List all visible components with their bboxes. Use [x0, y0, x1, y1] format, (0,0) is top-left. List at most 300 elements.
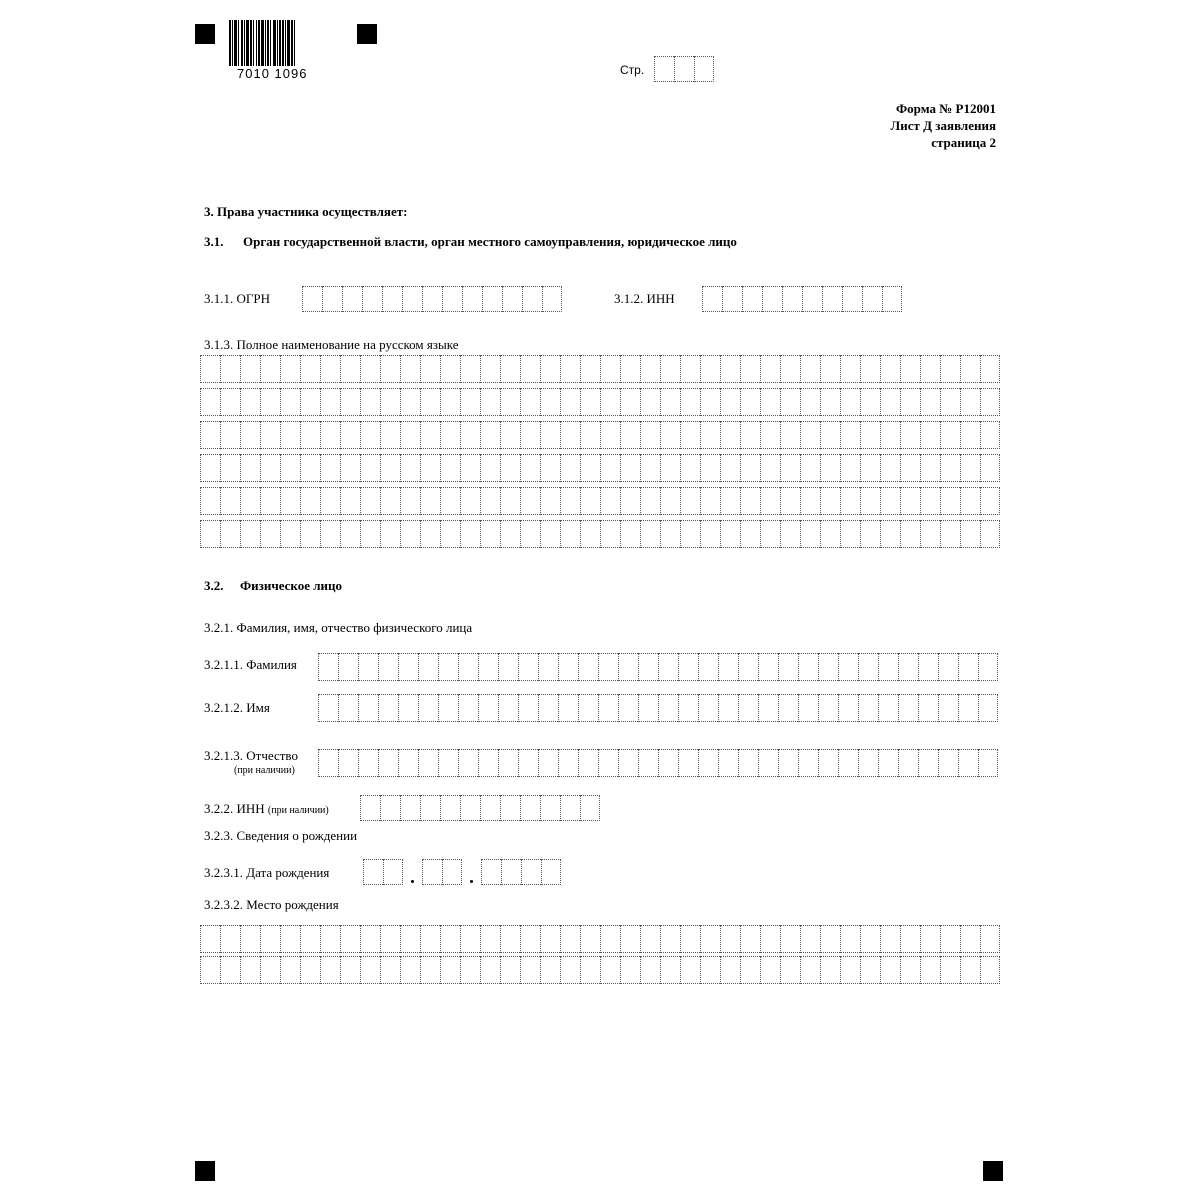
- input-cell[interactable]: [778, 694, 798, 722]
- input-cell[interactable]: [722, 286, 742, 312]
- input-cell[interactable]: [240, 421, 260, 449]
- input-cell[interactable]: [420, 454, 440, 482]
- input-cell[interactable]: [918, 694, 938, 722]
- input-cell[interactable]: [980, 956, 1000, 984]
- input-cell[interactable]: [600, 421, 620, 449]
- input-cell[interactable]: [860, 925, 880, 953]
- input-cell[interactable]: [558, 653, 578, 681]
- input-cell[interactable]: [958, 694, 978, 722]
- input-cell[interactable]: [538, 653, 558, 681]
- input-cell[interactable]: [460, 795, 480, 821]
- input-cell[interactable]: [720, 487, 740, 515]
- input-cell[interactable]: [440, 454, 460, 482]
- input-cell[interactable]: [920, 388, 940, 416]
- input-cell[interactable]: [760, 388, 780, 416]
- input-cell[interactable]: [980, 388, 1000, 416]
- grid-row[interactable]: [200, 388, 1000, 416]
- input-cell[interactable]: [580, 487, 600, 515]
- input-cell[interactable]: [640, 355, 660, 383]
- input-cell[interactable]: [480, 956, 500, 984]
- input-cell[interactable]: [442, 859, 462, 885]
- input-cell[interactable]: [540, 355, 560, 383]
- input-cell[interactable]: [478, 694, 498, 722]
- input-cell[interactable]: [300, 925, 320, 953]
- input-cell[interactable]: [458, 653, 478, 681]
- input-cell[interactable]: [418, 694, 438, 722]
- input-cell[interactable]: [640, 454, 660, 482]
- input-cell[interactable]: [540, 421, 560, 449]
- input-cell[interactable]: [640, 421, 660, 449]
- input-cell[interactable]: [300, 956, 320, 984]
- input-cell[interactable]: [400, 956, 420, 984]
- input-cell[interactable]: [978, 694, 998, 722]
- input-cell[interactable]: [698, 749, 718, 777]
- input-cell[interactable]: [860, 956, 880, 984]
- input-cell[interactable]: [680, 454, 700, 482]
- input-cell[interactable]: [658, 653, 678, 681]
- input-cell[interactable]: [740, 487, 760, 515]
- input-cell[interactable]: [798, 749, 818, 777]
- input-cell[interactable]: [502, 286, 522, 312]
- input-cell[interactable]: [702, 286, 722, 312]
- input-cell[interactable]: [500, 795, 520, 821]
- input-cell[interactable]: [900, 956, 920, 984]
- input-cell[interactable]: [560, 421, 580, 449]
- input-cell[interactable]: [478, 653, 498, 681]
- input-cell[interactable]: [540, 388, 560, 416]
- input-cell[interactable]: [758, 749, 778, 777]
- input-cell[interactable]: [380, 487, 400, 515]
- input-cell[interactable]: [880, 487, 900, 515]
- input-cell[interactable]: [800, 487, 820, 515]
- input-cell[interactable]: [820, 487, 840, 515]
- input-cell[interactable]: [280, 421, 300, 449]
- input-cell[interactable]: [920, 487, 940, 515]
- input-cell[interactable]: [598, 694, 618, 722]
- input-cell[interactable]: [918, 653, 938, 681]
- surname-field[interactable]: [318, 653, 998, 681]
- input-cell[interactable]: [960, 520, 980, 548]
- input-cell[interactable]: [420, 956, 440, 984]
- input-cell[interactable]: [480, 487, 500, 515]
- input-cell[interactable]: [420, 421, 440, 449]
- input-cell[interactable]: [620, 388, 640, 416]
- input-cell[interactable]: [820, 454, 840, 482]
- input-cell[interactable]: [718, 653, 738, 681]
- input-cell[interactable]: [820, 520, 840, 548]
- input-cell[interactable]: [842, 286, 862, 312]
- input-cell[interactable]: [300, 421, 320, 449]
- input-cell[interactable]: [860, 454, 880, 482]
- input-cell[interactable]: [320, 925, 340, 953]
- input-cell[interactable]: [780, 454, 800, 482]
- input-cell[interactable]: [820, 956, 840, 984]
- input-cell[interactable]: [200, 454, 220, 482]
- input-cell[interactable]: [358, 653, 378, 681]
- input-cell[interactable]: [560, 487, 580, 515]
- input-cell[interactable]: [620, 520, 640, 548]
- input-cell[interactable]: [658, 749, 678, 777]
- input-cell[interactable]: [398, 694, 418, 722]
- input-cell[interactable]: [480, 388, 500, 416]
- input-cell[interactable]: [520, 795, 540, 821]
- input-cell[interactable]: [860, 355, 880, 383]
- input-cell[interactable]: [880, 421, 900, 449]
- input-cell[interactable]: [802, 286, 822, 312]
- input-cell[interactable]: [460, 355, 480, 383]
- input-cell[interactable]: [620, 355, 640, 383]
- input-cell[interactable]: [260, 487, 280, 515]
- input-cell[interactable]: [420, 520, 440, 548]
- input-cell[interactable]: [820, 388, 840, 416]
- input-cell[interactable]: [678, 694, 698, 722]
- input-cell[interactable]: [780, 421, 800, 449]
- input-cell[interactable]: [220, 421, 240, 449]
- input-cell[interactable]: [318, 749, 338, 777]
- input-cell[interactable]: [338, 653, 358, 681]
- input-cell[interactable]: [800, 355, 820, 383]
- input-cell[interactable]: [400, 795, 420, 821]
- input-cell[interactable]: [640, 388, 660, 416]
- inn-field[interactable]: [702, 286, 902, 312]
- input-cell[interactable]: [500, 925, 520, 953]
- input-cell[interactable]: [560, 795, 580, 821]
- input-cell[interactable]: [620, 454, 640, 482]
- input-cell[interactable]: [480, 421, 500, 449]
- input-cell[interactable]: [898, 653, 918, 681]
- input-cell[interactable]: [560, 956, 580, 984]
- input-cell[interactable]: [460, 388, 480, 416]
- input-cell[interactable]: [240, 454, 260, 482]
- input-cell[interactable]: [880, 925, 900, 953]
- input-cell[interactable]: [778, 749, 798, 777]
- input-cell[interactable]: [478, 749, 498, 777]
- input-cell[interactable]: [674, 56, 694, 82]
- input-cell[interactable]: [698, 694, 718, 722]
- input-cell[interactable]: [438, 749, 458, 777]
- input-cell[interactable]: [578, 694, 598, 722]
- input-cell[interactable]: [240, 925, 260, 953]
- input-cell[interactable]: [640, 487, 660, 515]
- input-cell[interactable]: [521, 859, 541, 885]
- input-cell[interactable]: [318, 653, 338, 681]
- input-cell[interactable]: [780, 388, 800, 416]
- input-cell[interactable]: [280, 355, 300, 383]
- input-cell[interactable]: [940, 355, 960, 383]
- input-cell[interactable]: [480, 355, 500, 383]
- input-cell[interactable]: [700, 454, 720, 482]
- input-cell[interactable]: [442, 286, 462, 312]
- input-cell[interactable]: [360, 388, 380, 416]
- input-cell[interactable]: [320, 454, 340, 482]
- input-cell[interactable]: [660, 925, 680, 953]
- input-cell[interactable]: [640, 520, 660, 548]
- input-cell[interactable]: [340, 355, 360, 383]
- input-cell[interactable]: [840, 925, 860, 953]
- input-cell[interactable]: [560, 925, 580, 953]
- input-cell[interactable]: [398, 653, 418, 681]
- input-cell[interactable]: [878, 694, 898, 722]
- input-cell[interactable]: [200, 925, 220, 953]
- input-cell[interactable]: [520, 355, 540, 383]
- input-cell[interactable]: [338, 749, 358, 777]
- input-cell[interactable]: [360, 795, 380, 821]
- input-cell[interactable]: [880, 454, 900, 482]
- input-cell[interactable]: [220, 520, 240, 548]
- input-cell[interactable]: [920, 355, 940, 383]
- input-cell[interactable]: [520, 421, 540, 449]
- input-cell[interactable]: [840, 355, 860, 383]
- input-cell[interactable]: [820, 421, 840, 449]
- input-cell[interactable]: [938, 653, 958, 681]
- input-cell[interactable]: [422, 286, 442, 312]
- input-cell[interactable]: [720, 421, 740, 449]
- input-cell[interactable]: [580, 454, 600, 482]
- input-cell[interactable]: [500, 355, 520, 383]
- input-cell[interactable]: [362, 286, 382, 312]
- input-cell[interactable]: [920, 454, 940, 482]
- input-cell[interactable]: [600, 925, 620, 953]
- input-cell[interactable]: [960, 925, 980, 953]
- input-cell[interactable]: [280, 956, 300, 984]
- input-cell[interactable]: [840, 454, 860, 482]
- input-cell[interactable]: [600, 355, 620, 383]
- input-cell[interactable]: [520, 388, 540, 416]
- input-cell[interactable]: [480, 925, 500, 953]
- input-cell[interactable]: [720, 520, 740, 548]
- input-cell[interactable]: [360, 487, 380, 515]
- input-cell[interactable]: [800, 388, 820, 416]
- input-cell[interactable]: [878, 749, 898, 777]
- input-cell[interactable]: [800, 454, 820, 482]
- input-cell[interactable]: [501, 859, 521, 885]
- input-cell[interactable]: [360, 925, 380, 953]
- input-cell[interactable]: [558, 694, 578, 722]
- input-cell[interactable]: [542, 286, 562, 312]
- input-cell[interactable]: [280, 454, 300, 482]
- input-cell[interactable]: [840, 956, 860, 984]
- input-cell[interactable]: [960, 388, 980, 416]
- input-cell[interactable]: [540, 487, 560, 515]
- input-cell[interactable]: [920, 421, 940, 449]
- input-cell[interactable]: [860, 388, 880, 416]
- input-cell[interactable]: [580, 520, 600, 548]
- input-cell[interactable]: [858, 653, 878, 681]
- input-cell[interactable]: [600, 487, 620, 515]
- input-cell[interactable]: [920, 520, 940, 548]
- input-cell[interactable]: [260, 956, 280, 984]
- input-cell[interactable]: [500, 421, 520, 449]
- input-cell[interactable]: [383, 859, 403, 885]
- input-cell[interactable]: [980, 421, 1000, 449]
- input-cell[interactable]: [862, 286, 882, 312]
- input-cell[interactable]: [740, 956, 760, 984]
- input-cell[interactable]: [220, 925, 240, 953]
- grid-row[interactable]: [200, 925, 1000, 953]
- input-cell[interactable]: [460, 487, 480, 515]
- input-cell[interactable]: [618, 749, 638, 777]
- input-cell[interactable]: [940, 388, 960, 416]
- input-cell[interactable]: [380, 925, 400, 953]
- input-cell[interactable]: [760, 487, 780, 515]
- input-cell[interactable]: [500, 956, 520, 984]
- input-cell[interactable]: [600, 454, 620, 482]
- input-cell[interactable]: [638, 653, 658, 681]
- input-cell[interactable]: [363, 859, 383, 885]
- input-cell[interactable]: [638, 749, 658, 777]
- input-cell[interactable]: [838, 749, 858, 777]
- input-cell[interactable]: [980, 925, 1000, 953]
- input-cell[interactable]: [680, 388, 700, 416]
- input-cell[interactable]: [740, 355, 760, 383]
- input-cell[interactable]: [400, 421, 420, 449]
- input-cell[interactable]: [498, 694, 518, 722]
- input-cell[interactable]: [260, 925, 280, 953]
- input-cell[interactable]: [660, 355, 680, 383]
- input-cell[interactable]: [400, 355, 420, 383]
- input-cell[interactable]: [700, 487, 720, 515]
- input-cell[interactable]: [400, 487, 420, 515]
- input-cell[interactable]: [420, 795, 440, 821]
- input-cell[interactable]: [800, 520, 820, 548]
- input-cell[interactable]: [280, 487, 300, 515]
- input-cell[interactable]: [360, 956, 380, 984]
- input-cell[interactable]: [260, 520, 280, 548]
- input-cell[interactable]: [320, 355, 340, 383]
- input-cell[interactable]: [860, 487, 880, 515]
- input-cell[interactable]: [798, 653, 818, 681]
- grid-row[interactable]: [200, 956, 1000, 984]
- input-cell[interactable]: [760, 454, 780, 482]
- input-cell[interactable]: [920, 956, 940, 984]
- input-cell[interactable]: [560, 454, 580, 482]
- input-cell[interactable]: [300, 520, 320, 548]
- input-cell[interactable]: [758, 653, 778, 681]
- input-cell[interactable]: [360, 454, 380, 482]
- input-cell[interactable]: [380, 454, 400, 482]
- input-cell[interactable]: [738, 749, 758, 777]
- input-cell[interactable]: [481, 859, 501, 885]
- input-cell[interactable]: [898, 749, 918, 777]
- input-cell[interactable]: [360, 355, 380, 383]
- input-cell[interactable]: [560, 355, 580, 383]
- input-cell[interactable]: [340, 925, 360, 953]
- input-cell[interactable]: [742, 286, 762, 312]
- input-cell[interactable]: [400, 520, 420, 548]
- input-cell[interactable]: [858, 749, 878, 777]
- input-cell[interactable]: [418, 653, 438, 681]
- input-cell[interactable]: [760, 421, 780, 449]
- input-cell[interactable]: [680, 355, 700, 383]
- input-cell[interactable]: [498, 653, 518, 681]
- input-cell[interactable]: [840, 487, 860, 515]
- input-cell[interactable]: [600, 520, 620, 548]
- input-cell[interactable]: [240, 520, 260, 548]
- input-cell[interactable]: [402, 286, 422, 312]
- input-cell[interactable]: [400, 388, 420, 416]
- input-cell[interactable]: [680, 520, 700, 548]
- input-cell[interactable]: [220, 355, 240, 383]
- input-cell[interactable]: [240, 956, 260, 984]
- input-cell[interactable]: [360, 520, 380, 548]
- input-cell[interactable]: [638, 694, 658, 722]
- input-cell[interactable]: [898, 694, 918, 722]
- input-cell[interactable]: [720, 388, 740, 416]
- input-cell[interactable]: [480, 795, 500, 821]
- input-cell[interactable]: [240, 355, 260, 383]
- input-cell[interactable]: [380, 795, 400, 821]
- input-cell[interactable]: [300, 487, 320, 515]
- input-cell[interactable]: [438, 694, 458, 722]
- input-cell[interactable]: [660, 388, 680, 416]
- input-cell[interactable]: [838, 653, 858, 681]
- input-cell[interactable]: [740, 454, 760, 482]
- input-cell[interactable]: [458, 694, 478, 722]
- patronymic-field[interactable]: [318, 749, 998, 777]
- input-cell[interactable]: [460, 520, 480, 548]
- input-cell[interactable]: [820, 355, 840, 383]
- input-cell[interactable]: [520, 487, 540, 515]
- input-cell[interactable]: [738, 653, 758, 681]
- grid-row[interactable]: [200, 421, 1000, 449]
- input-cell[interactable]: [580, 956, 600, 984]
- input-cell[interactable]: [358, 694, 378, 722]
- input-cell[interactable]: [860, 421, 880, 449]
- input-cell[interactable]: [340, 520, 360, 548]
- input-cell[interactable]: [678, 653, 698, 681]
- input-cell[interactable]: [700, 956, 720, 984]
- input-cell[interactable]: [320, 388, 340, 416]
- input-cell[interactable]: [780, 956, 800, 984]
- input-cell[interactable]: [480, 520, 500, 548]
- input-cell[interactable]: [440, 956, 460, 984]
- input-cell[interactable]: [200, 520, 220, 548]
- input-cell[interactable]: [420, 355, 440, 383]
- input-cell[interactable]: [940, 487, 960, 515]
- input-cell[interactable]: [400, 454, 420, 482]
- input-cell[interactable]: [720, 454, 740, 482]
- name-field[interactable]: [318, 694, 998, 722]
- input-cell[interactable]: [320, 487, 340, 515]
- input-cell[interactable]: [720, 956, 740, 984]
- input-cell[interactable]: [618, 694, 638, 722]
- input-cell[interactable]: [640, 956, 660, 984]
- input-cell[interactable]: [880, 388, 900, 416]
- input-cell[interactable]: [700, 388, 720, 416]
- input-cell[interactable]: [980, 520, 1000, 548]
- input-cell[interactable]: [302, 286, 322, 312]
- input-cell[interactable]: [580, 421, 600, 449]
- input-cell[interactable]: [280, 925, 300, 953]
- input-cell[interactable]: [760, 520, 780, 548]
- input-cell[interactable]: [340, 421, 360, 449]
- input-cell[interactable]: [960, 454, 980, 482]
- input-cell[interactable]: [220, 388, 240, 416]
- input-cell[interactable]: [978, 749, 998, 777]
- input-cell[interactable]: [338, 694, 358, 722]
- input-cell[interactable]: [940, 421, 960, 449]
- input-cell[interactable]: [882, 286, 902, 312]
- input-cell[interactable]: [460, 925, 480, 953]
- input-cell[interactable]: [660, 454, 680, 482]
- input-cell[interactable]: [458, 749, 478, 777]
- input-cell[interactable]: [678, 749, 698, 777]
- input-cell[interactable]: [560, 520, 580, 548]
- input-cell[interactable]: [900, 454, 920, 482]
- input-cell[interactable]: [440, 520, 460, 548]
- input-cell[interactable]: [958, 653, 978, 681]
- input-cell[interactable]: [520, 454, 540, 482]
